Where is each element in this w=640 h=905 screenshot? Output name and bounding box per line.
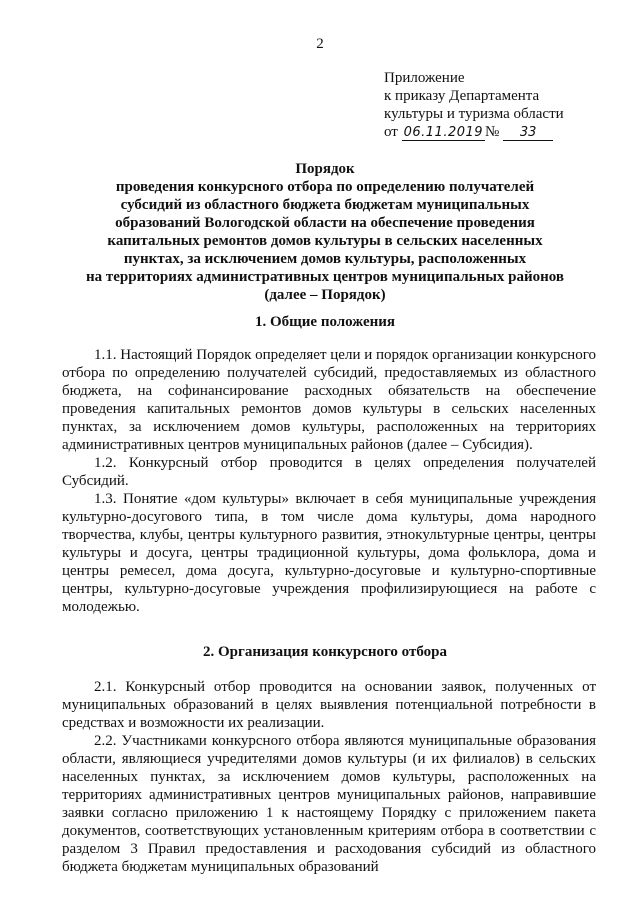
section-2-body	[62, 678, 596, 876]
annex-number-handwritten: 33	[503, 126, 553, 141]
title-line: на территориях административных центров муниципальных районов	[85, 269, 565, 285]
annex-line-3: культуры и туризма области	[384, 106, 564, 122]
title-line: образований Вологодской области на обеспечение проведения	[115, 215, 535, 231]
paragraph-1-2: 1.2. Конкурсный отбор проводится в целях определения получателей Субсидий.	[62, 455, 596, 489]
title-line: (далее – Порядок)	[264, 287, 386, 303]
title-line: Порядок	[295, 161, 355, 177]
section-1-heading: 1. Общие положения	[254, 314, 396, 330]
title-line: проведения конкурсного отбора по определению получателей	[115, 179, 535, 195]
annex-number-prefix: №	[485, 124, 500, 140]
annex-date-handwritten: 06.11.2019	[403, 125, 484, 140]
annex-line-2: к приказу Департамента	[384, 88, 540, 104]
paragraph-2-2: 2.2. Участниками конкурсного отбора являются муниципальные образования области, являющиеся учредителями домов культуры (и их филиалов) в сельских населенных пунктах, за исключением домов культуры, расположенных на территориях административных центров муниципальных районов, направившие заявки согласно приложению 1 к настоящему Порядку с приложением пакета документов, соответствующих установленным критериям отбора в соответствии с разделом 3 Правил предоставления и расходования субсидий из областного бюджета бюджетам муниципальных образований	[62, 733, 596, 875]
annex-line-1: Приложение	[384, 70, 465, 86]
title-line: пунктах, за исключением домов культуры, расположенных	[123, 251, 527, 267]
page-number: 2	[316, 36, 324, 52]
section-1-body	[62, 346, 596, 616]
paragraph-1-3: 1.3. Понятие «дом культуры» включает в себя муниципальные учреждения культурно-досугового типа, в том числе дома культуры, дома народного творчества, клубы, центры культурного развития, этнокультурные центры, центры культуры и досуга, центры традиционной культуры, дома фольклора, дома и центры ремесел, дома досуга, культурно-досуговые и культурно-спортивные центры, культурно-досуговые учреждения профилизирующиеся на работе с молодежью.	[62, 491, 596, 615]
paragraph-1-1: 1.1. Настоящий Порядок определяет цели и порядок организации конкурсного отбора по определению получателей субсидий, предоставляемых из областного бюджета, на софинансирование расходных обязательств на обеспечение проведения капитальных ремонтов домов культуры в сельских населенных пунктах, за исключением домов культуры, расположенных на территориях административных центров муниципальных районов (далее – Субсидия).	[62, 347, 596, 453]
section-2-heading: 2. Организация конкурсного отбора	[203, 644, 447, 660]
paragraph-2-1: 2.1. Конкурсный отбор проводится на основании заявок, полученных от муниципальных образований в целях выявления потенциальной потребности в средствах и возможности их реализации.	[62, 679, 596, 731]
annex-date-line	[384, 123, 564, 141]
annex-date-prefix: от	[384, 124, 398, 140]
title-line: субсидий из областного бюджета бюджетам муниципальных	[120, 197, 530, 213]
document-title	[60, 160, 590, 304]
title-line: капитальных ремонтов домов культуры в сельских населенных	[107, 233, 543, 249]
annex-block	[384, 69, 564, 141]
